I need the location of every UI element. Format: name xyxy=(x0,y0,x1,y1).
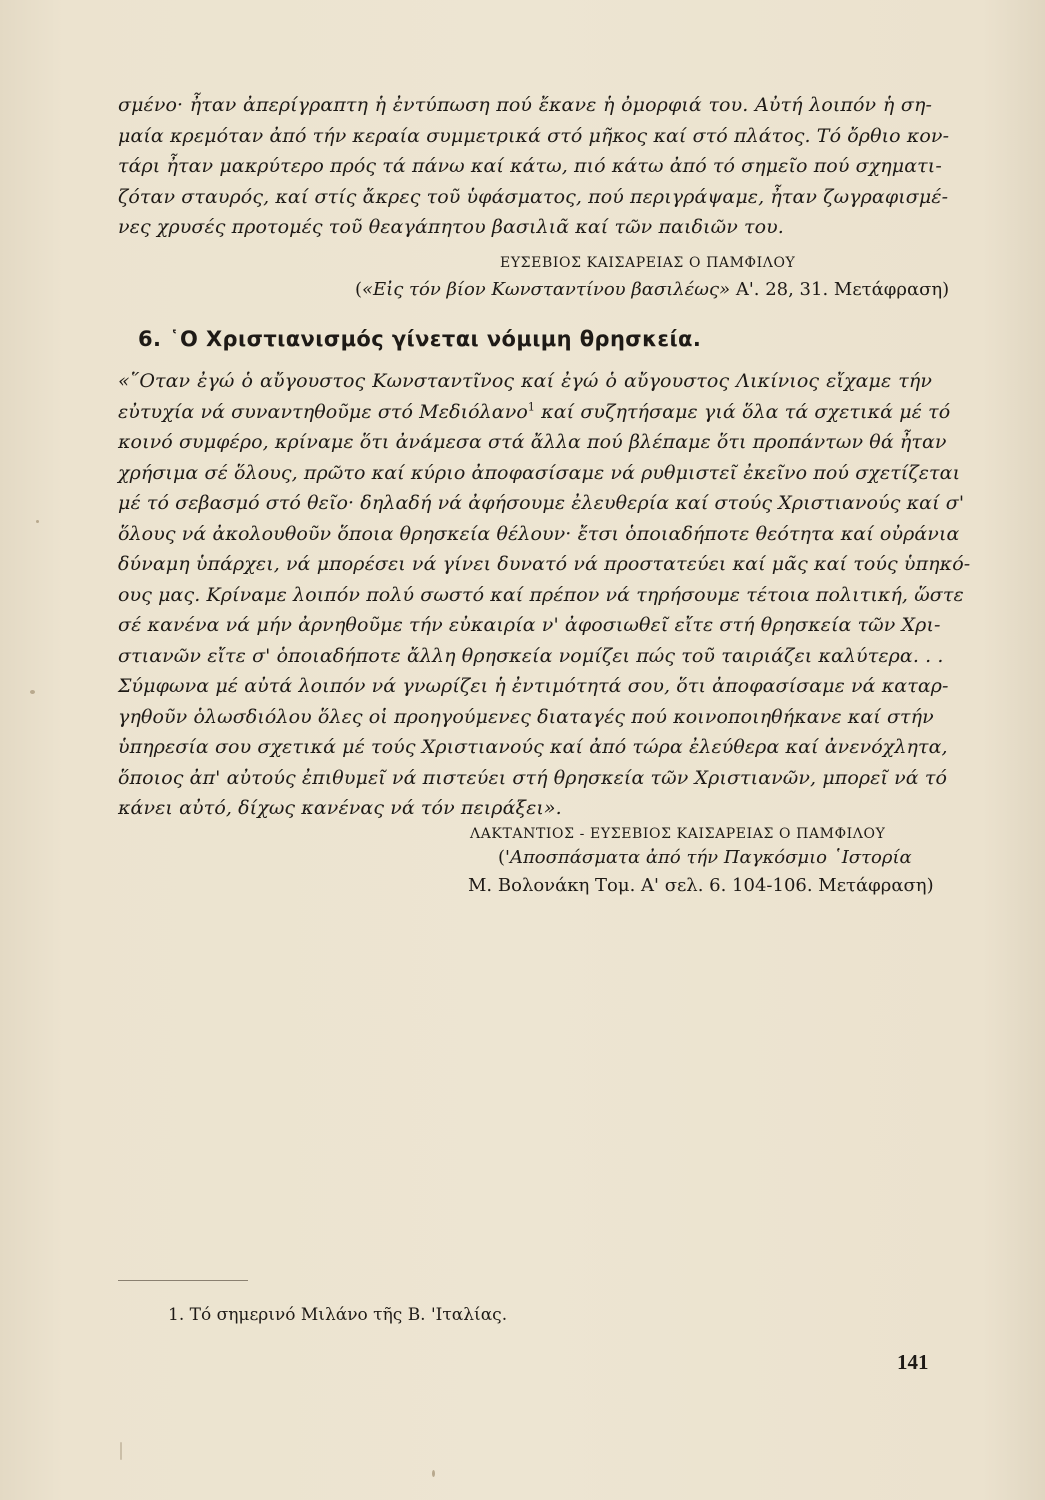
source-2-citation-line-1 xyxy=(498,847,912,868)
paragraph-line: ὅποιος ἀπ' αὐτούς ἐπιθυμεῖ νά πιστεύει στή θρησκεία τῶν Χριστιανῶν, μπορεῖ νά τό xyxy=(118,766,948,789)
paragraph-line: κάνει αὐτό, δίχως κανένας νά τόν πειράξει». xyxy=(118,797,562,819)
page-number: 141 xyxy=(897,1350,929,1374)
paragraph-line: «῞Οταν ἐγώ ὁ αὔγουστος Κωνσταντῖνος καί ἐγώ ὁ αὔγουστος Λικίνιος εἴχαμε τήν xyxy=(118,370,932,392)
footnote-marker: 1 xyxy=(527,400,536,414)
paragraph-line: ὑπηρεσία σου σχετικά μέ τούς Χριστιανούς καί ἀπό τώρα ἐλεύθερα καί ἀνενόχλητα, xyxy=(118,736,948,758)
main-paragraph xyxy=(118,366,971,824)
paper-speck xyxy=(432,1470,435,1477)
citation-open: ( xyxy=(498,847,506,868)
paragraph-line: γηθοῦν ὁλωσδιόλου ὅλες οἱ προηγούμενες διαταγές πού κοινοποιηθήκανε καί στήν xyxy=(118,705,934,728)
line-segment: εὐτυχία νά συναντηθοῦμε στό Μεδιόλανο xyxy=(118,400,528,423)
source-2-citation-line-2: Μ. Βολονάκη Τομ. Α' σελ. 6. 104-106. Μετάφραση) xyxy=(468,875,934,896)
paragraph-line: Σύμφωνα μέ αὐτά λοιπόν νά γνωρίζει ἡ ἐντιμότητά σου, ὅτι ἀποφασίσαμε νά καταρ- xyxy=(118,675,949,697)
citation-open: ( xyxy=(355,279,363,300)
citation-work-title: 'Αποσπάσματα ἀπό τήν Παγκόσμιο ῾Ιστορία xyxy=(505,847,912,868)
paragraph-line: μαία κρεμόταν ἀπό τήν κεραία συμμετρικά στό μῆκος καί στό πλάτος. Τό ὄρθιο κον- xyxy=(118,124,950,147)
paper-speck xyxy=(30,690,35,694)
paragraph-line: ὅλους νά ἀκολουθοῦν ὅποια θρησκεία θέλουν· ἔτσι ὁποιαδήποτε θεότητα καί οὐράνια xyxy=(118,522,960,545)
paragraph-line: κοινό συμφέρο, κρίναμε ὅτι ἀνάμεσα στά ἄλλα πού βλέπαμε ὅτι προπάντων θά ἦταν xyxy=(118,431,947,453)
paragraph-line: τάρι ἦταν μακρύτερο πρός τά πάνω καί κάτω, πιό κάτω ἀπό τό σημεῖο πού σχηματι- xyxy=(118,155,942,177)
citation-details: Α'. 28, 31. Μετάφραση) xyxy=(730,279,950,300)
paragraph-line: στιανῶν εἴτε σ' ὁποιαδήποτε ἄλλη θρησκεία νομίζει πώς τοῦ ταιριάζει καλύτερα. . . xyxy=(118,644,944,667)
paragraph-line: δύναμη ὑπάρχει, νά μπορέσει νά γίνει δυνατό νά προστατεύει καί μᾶς καί τούς ὑπηκό- xyxy=(118,553,971,575)
paragraph-line: μέ τό σεβασμό στό θεῖο· δηλαδή νά ἀφήσουμε ἐλευθερία καί στούς Χριστιανούς καί σ' xyxy=(118,492,965,514)
paragraph-line: χρήσιμα σέ ὅλους, πρῶτο καί κύριο ἀποφασίσαμε νά ρυθμιστεῖ ἐκεῖνο πού σχετίζεται xyxy=(118,461,961,484)
footnote-divider xyxy=(118,1280,248,1281)
top-paragraph xyxy=(118,90,950,243)
section-heading: 6. ῾Ο Χριστιανισμός γίνεται νόμιμη θρησκεία. xyxy=(138,327,702,351)
source-1-author: ΕΥΣΕΒΙΟΣ ΚΑΙΣΑΡΕΙΑΣ Ο ΠΑΜΦΙΛΟΥ xyxy=(500,255,796,271)
footnote: 1. Τό σημερινό Μιλάνο τῆς Β. 'Ιταλίας. xyxy=(168,1305,508,1325)
paragraph-line: σέ κανένα νά μήν ἀρνηθοῦμε τήν εὐκαιρία ν' ἀφοσιωθεῖ εἴτε στή θρησκεία τῶν Χρι- xyxy=(118,614,941,636)
paragraph-line: νες χρυσές προτομές τοῦ θεαγάπητου βασιλιᾶ καί τῶν παιδιῶν του. xyxy=(118,216,784,238)
paper-speck xyxy=(120,1442,122,1460)
paragraph-line: ους μας. Κρίναμε λοιπόν πολύ σωστό καί πρέπον νά τηρήσουμε τέτοια πολιτική, ὥστε xyxy=(118,583,964,606)
line-segment: καί συζητήσαμε γιά ὅλα τά σχετικά μέ τό xyxy=(535,400,951,423)
paper-speck xyxy=(36,520,39,523)
citation-work-title: «Εἰς τόν βίον Κωνσταντίνου βασιλέως» xyxy=(362,279,731,300)
paragraph-line: σμένο· ἦταν ἀπερίγραπτη ἡ ἐντύπωση πού ἔκανε ἡ ὀμορφιά του. Αὐτή λοιπόν ἡ ση- xyxy=(118,94,932,116)
source-2-author: ΛΑΚΤΑΝΤΙΟΣ - ΕΥΣΕΒΙΟΣ ΚΑΙΣΑΡΕΙΑΣ Ο ΠΑΜΦΙΛΟΥ xyxy=(470,826,886,842)
paragraph-line: ζόταν σταυρός, καί στίς ἄκρες τοῦ ὑφάσματος, πού περιγράψαμε, ἦταν ζωγραφισμέ- xyxy=(118,185,949,208)
source-1-citation xyxy=(355,279,949,300)
paragraph-line xyxy=(118,397,951,428)
